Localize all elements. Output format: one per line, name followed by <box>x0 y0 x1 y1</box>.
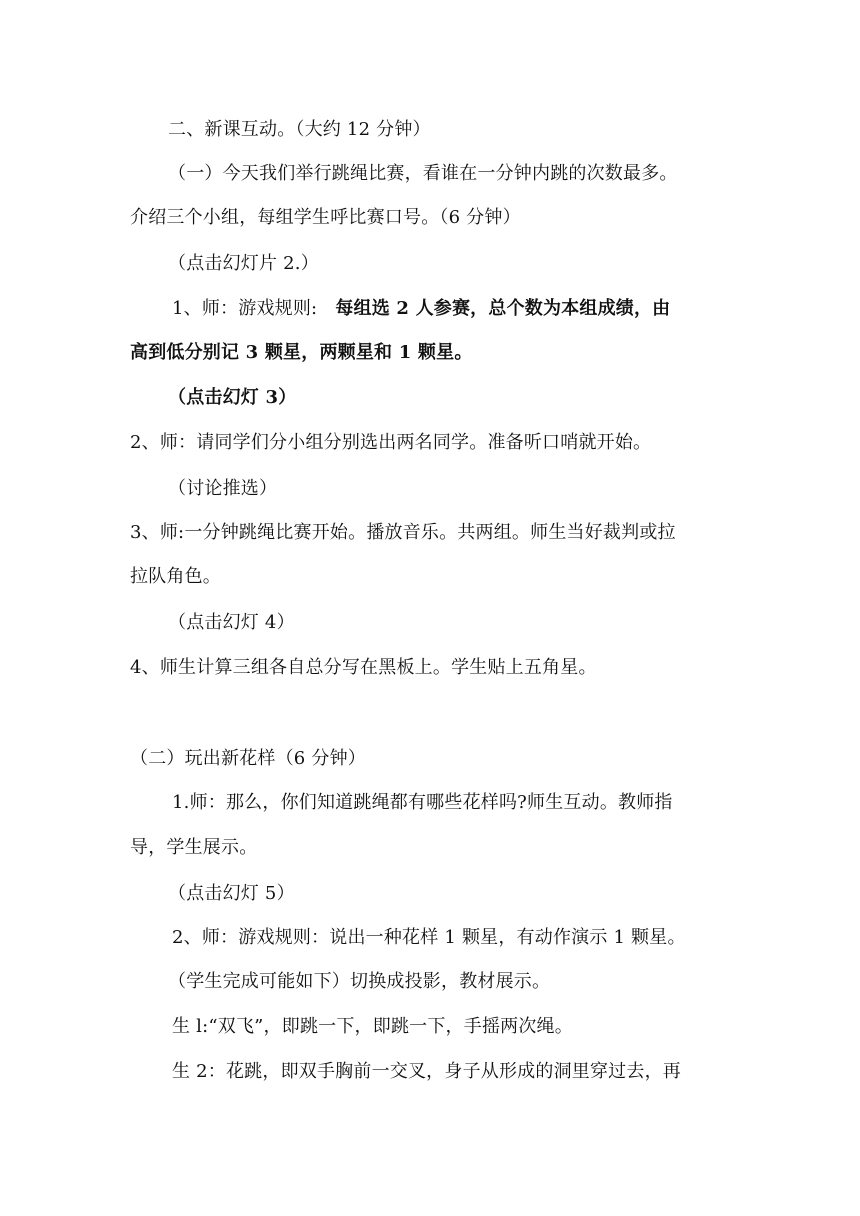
slide-cue-5: （点击幻灯 5） <box>168 883 295 904</box>
slide-cue-2: （点击幻灯片 2.） <box>168 253 319 274</box>
slide-cue-3: （点击幻灯 3） <box>168 387 297 408</box>
student-1-answer: 生 l:“双飞”，即跳一下，即跳一下，手摇两次绳。 <box>172 1016 573 1037</box>
step4-text: 4、师生计算三组各自总分写在黑板上。学生贴上五角星。 <box>130 657 597 678</box>
rule1-bold-line2: 高到低分别记 3 颗星，两颗星和 1 颗星。 <box>130 342 473 363</box>
part1-intro-line2: 介绍三个小组，每组学生呼比赛口号。（6 分钟） <box>130 207 521 228</box>
discuss-note: （讨论推选） <box>168 478 278 499</box>
section-heading: 二、新课互动。（大约 12 分钟） <box>168 119 431 140</box>
part2-question-line2: 导，学生展示。 <box>130 837 258 858</box>
slide-cue-4: （点击幻灯 4） <box>168 612 295 633</box>
step2-text: 2、师：请同学们分小组分别选出两名同学。准备听口哨就开始。 <box>130 432 652 453</box>
step3-line1: 3、师:一分钟跳绳比赛开始。播放音乐。共两组。师生当好裁判或拉 <box>130 522 676 543</box>
rule1-prefix: 1、师：游戏规则: <box>172 298 318 319</box>
part2-question-line1: 1.师：那么，你们知道跳绳都有哪些花样吗?师生互动。教师指 <box>172 792 673 813</box>
part2-heading: （二）玩出新花样（6 分钟） <box>130 748 366 769</box>
part1-intro-line1: （一）今天我们举行跳绳比赛，看谁在一分钟内跳的次数最多。 <box>168 163 678 184</box>
part2-rule: 2、师：游戏规则：说出一种花样 1 颗星，有动作演示 1 颗星。 <box>172 927 686 948</box>
step3-line2: 拉队角色。 <box>130 566 221 587</box>
student-2-answer: 生 2：花跳，即双手胸前一交叉，身子从形成的洞里穿过去，再 <box>172 1061 681 1082</box>
rule1-bold-text: 每组选 2 人参赛，总个数为本组成绩，由 <box>335 298 671 319</box>
rule1-paragraph <box>172 297 782 321</box>
student-intro: （学生完成可能如下）切换成投影，教材展示。 <box>168 971 551 992</box>
